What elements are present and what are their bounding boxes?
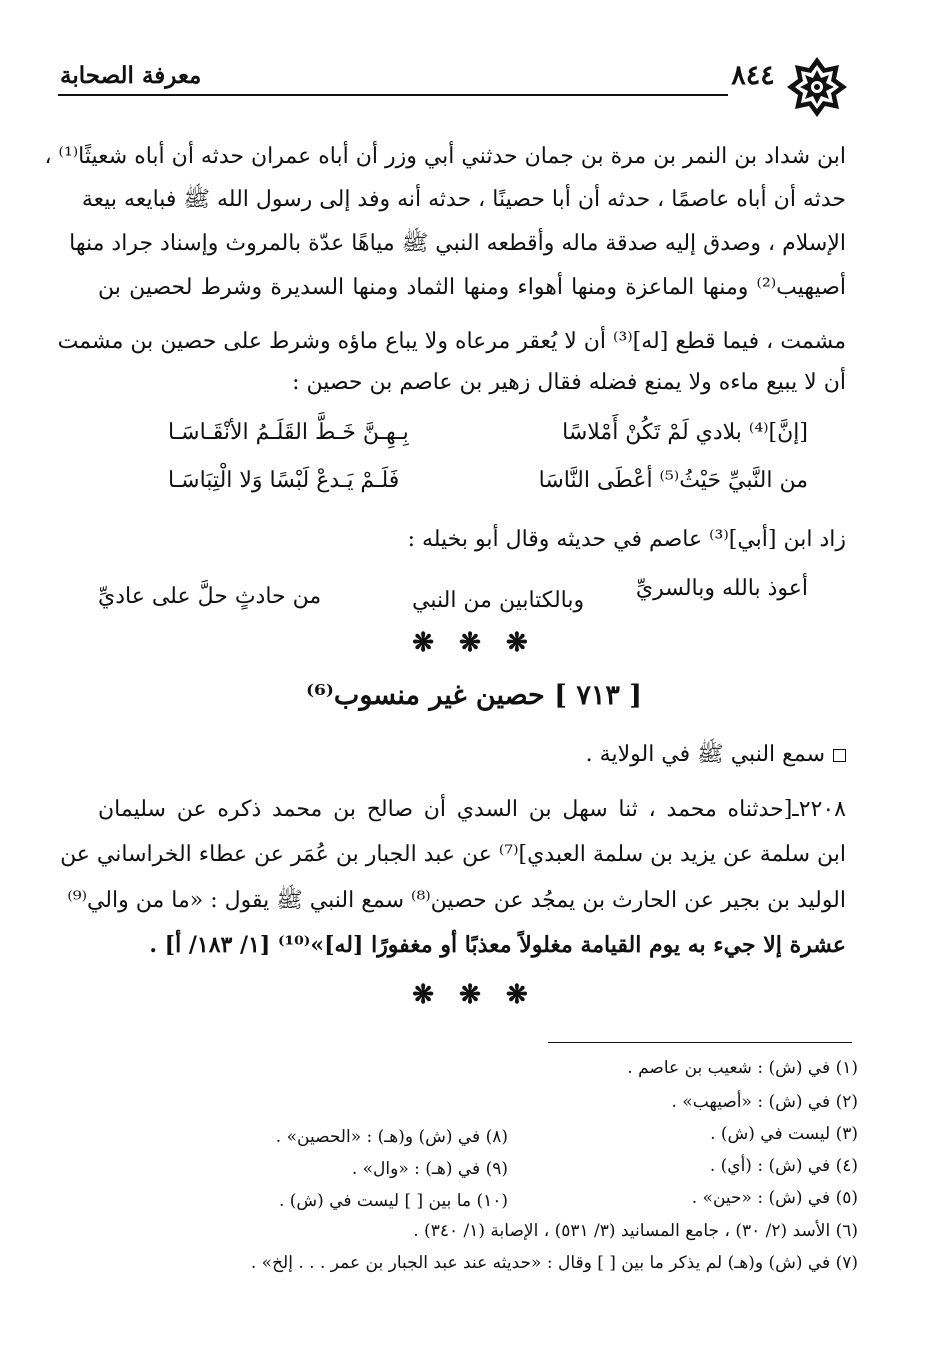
verse2-right: أعوذ بالله وبالسريِّ (635, 576, 808, 601)
octagonal-star-ornament-icon (786, 56, 848, 118)
running-title: معرفة الصحابة (60, 62, 202, 89)
separator-stars: ❋ ❋ ❋ (412, 628, 536, 658)
body-line: أصيهيب⁽²⁾ ومنها الماعزة ومنها أهواء ومنها الثماد ومنها السديرة وشرط لحصين بن (98, 275, 846, 300)
hadith-line: عشرة إلا جيء به يوم القيامة مغلولاً معذبًا أو مغفورًا [له]»⁽¹⁰⁾ [١/ ١٨٣/ أ] . (149, 932, 846, 958)
footnote: (٥) في (ش) : «حين» . (691, 1188, 858, 1208)
body-line: ابن شداد بن النمر بن مرة بن جمان حدثني أبي وزر أن أباه عمران حدثه أن أباه شعيثًا⁽¹⁾ ، (44, 144, 846, 169)
verse-left-1: بِـهِـنَّ خَـطَّ القَلَـمُ الأنْقَـاسَـا (168, 420, 409, 445)
verse-right-1: [إنَّ]⁽⁴⁾ بلادي لَمْ تَكُنْ أَمْلاسًا (562, 420, 808, 445)
verse-left-2: فَلَـمْ يَـدعْ لَبْسًا وَلا الْتِبَاسَـا (168, 468, 400, 493)
intro-line: زاد ابن [أبي]⁽³⁾ عاصم في حديثه وقال أبو بخيله : (407, 527, 846, 552)
body-line: حدثه أن أباه عاصمًا ، حدثه أن أبا حصينًا ، حدثه أنه وفد إلى رسول الله ﷺ فبايعه بيعة (81, 187, 846, 212)
body-line: الإسلام ، وصدق إليه صدقة ماله وأقطعه النبي ﷺ مياهًا عدّة بالمروث وإسناد جراد منها (69, 231, 846, 256)
footnote-rule (548, 1042, 852, 1043)
footnote: (٨) في (ش) و(هـ) : «الحصين» . (275, 1127, 508, 1147)
hadith-line: ابن سلمة عن يزيد بن سلمة العبدي]⁽⁷⁾ عن عبد الجبار بن عُمَر عن عطاء الخراساني عن (60, 842, 846, 867)
footnote: (٩) في (هـ) : «وال» . (351, 1159, 508, 1179)
hadith-line: ٢٢٠٨ـ[حدثناه محمد ، ثنا سهل بن السدي أن صالح بن محمد ذكره عن سليمان (98, 797, 846, 822)
footnote: (٣) ليست في (ش) . (710, 1124, 858, 1144)
footnote: (٤) في (ش) : (أي) . (709, 1156, 858, 1176)
footnote: (٦) الأسد (٢/ ٣٠) ، جامع المسانيد (٣/ ٥٣١) ، الإصابة (١/ ٣٤٠) . (413, 1221, 858, 1241)
footnote: (١٠) ما بين [ ] ليست في (ش) . (278, 1191, 508, 1211)
header-rule (58, 94, 728, 96)
verse2-left: من حادثٍ حلَّ على عاديِّ (98, 584, 322, 609)
square-bullet-icon (833, 749, 846, 762)
hadith-line: الوليد بن بجير عن الحارث بن يمجُد عن حصين⁽⁸⁾ سمع النبي ﷺ يقول : «ما من والي⁽⁹⁾ (67, 888, 846, 913)
verse2-middle: وبالكتابين من النبي (412, 588, 585, 613)
body-line: مشمت ، فيما قطع [له]⁽³⁾ أن لا يُعقر مرعاه ولا يباع ماؤه وشرط على حصين بن مشمت (57, 329, 846, 354)
footnote: (١) في (ش) : شعيب بن عاصم . (627, 1058, 858, 1078)
separator-stars: ❋ ❋ ❋ (412, 980, 536, 1010)
verse-right-2: من النَّبيِّ حَيْثُ⁽⁵⁾ أعْطَى النَّاسَا (538, 468, 808, 493)
section-heading: [ ٧١٣ ] حصين غير منسوب⁽⁶⁾ (305, 680, 643, 711)
note-line (586, 738, 846, 772)
footnote: (٢) في (ش) : «أصيهب» . (671, 1092, 858, 1112)
body-line: أن لا يبيع ماءه ولا يمنع فضله فقال زهير بن عاصم بن حصين : (292, 370, 846, 395)
page-number: ٨٤٤ (731, 60, 775, 91)
note-text: سمع النبي ﷺ في الولاية . (585, 742, 825, 767)
footnote: (٧) في (ش) و(هـ) لم يذكر ما بين [ ] وقال : «حديثه عند عبد الجبار بن عمر . . . إلخ» . (250, 1253, 858, 1273)
